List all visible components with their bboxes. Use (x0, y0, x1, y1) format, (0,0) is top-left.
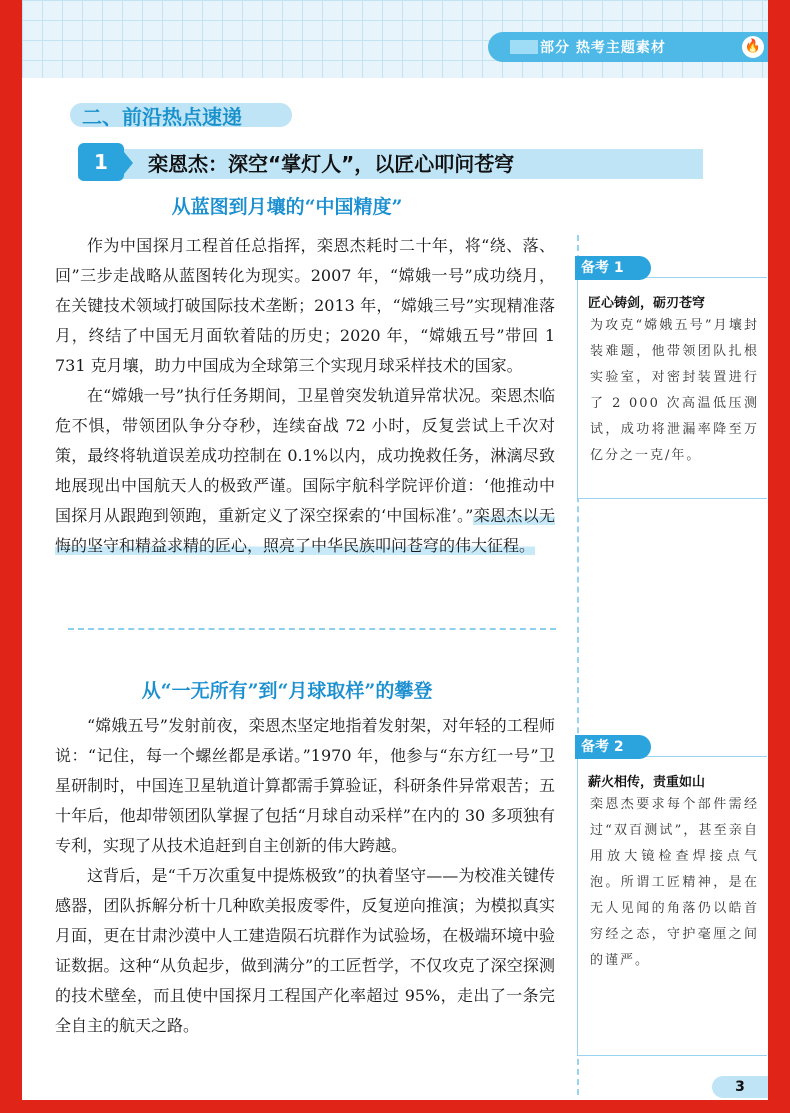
part1-body (55, 231, 555, 561)
part1-paragraph-2 (55, 381, 555, 561)
page-number: 3 (712, 1076, 768, 1098)
header-section-label: 部分 热考主题素材 (540, 40, 666, 56)
sidebar-note-2 (577, 756, 767, 1056)
section-title-text: 二、前沿热点速递 (82, 105, 242, 129)
part2-subtitle: 从“一无所有”到“月球取样”的攀登 (141, 680, 433, 702)
sidebar-note-2-body: 栾恩杰要求每个部件需经过“双百测试”，甚至亲自用放大镜检查焊接点气泡。所谓工匠精神，是在无人见闻的角落仍以皓首穷经之态，守护毫厘之间的谨严。 (590, 797, 759, 968)
topic-number-arrow (124, 152, 133, 174)
section-title (70, 103, 292, 127)
header-color-block (510, 40, 538, 54)
sidebar-note-1-tag: 备考 1 (575, 256, 651, 280)
part1-highlight: 栾恩杰以无悔的坚守和精益求精的匠心，照亮了中华民族叩问苍穹的伟大征程。 (55, 506, 555, 555)
part2-paragraph-2: 这背后，是“千万次重复中提炼极致”的执着坚守——为校准关键传感器，团队拆解分析十几种欧美报废零件，反复逆向推演；为模拟真实月面，更在甘肃沙漠中人工建造陨石坑群作为试验场，在极端环境中验证数据。这种“从负起步，做到满分”的工匠哲学，不仅攻克了深空探测的技术壁垒，而且使中国探月工程国产化率超过 95%，走出了一条完全自主的航天之路。 (55, 866, 555, 1035)
part2-body (55, 711, 555, 1041)
sidebar-note-2-tag: 备考 2 (575, 735, 651, 759)
part1-paragraph-2-text: 在“嫦娥一号”执行任务期间，卫星曾突发轨道异常状况。栾恩杰临危不惧，带领团队争分夺秒，连续奋战 72 小时，反复尝试上千次对策，最终将轨道误差成功控制在 0.1%以内，成功挽救任务，淋漓尽致地展现出中国航天人的极致严谨。国际宇航科学院评价道：‘他推动中国探月从跟跑到领跑，重新定义了深空探索的‘中国标准’。” (55, 386, 555, 525)
part1-paragraph-1: 作为中国探月工程首任总指挥，栾恩杰耗时二十年，将“绕、落、回”三步走战略从蓝图转化为现实。2007 年，“嫦娥一号”成功绕月，在关键技术领域打破国际技术垄断；2013 年，“嫦娥三号”实现精准落月，终结了中国无月面软着陆的历史；2020 年，“嫦娥五号”带回 1 731 克月壤，助力中国成为全球第三个实现月球采样技术的国家。 (55, 236, 555, 375)
section-divider (68, 628, 556, 630)
sidebar-note-1 (577, 277, 767, 499)
sidebar-note-1-body: 为攻克“嫦娥五号”月壤封装难题，他带领团队扎根实验室，对密封装置进行了 2 000 次高温低压测试，成功将泄漏率降至万亿分之一克/年。 (590, 318, 759, 463)
sidebar-note-2-heading: 薪火相传，责重如山 (588, 775, 706, 790)
sidebar-note-1-heading: 匠心铸剑，砺刃苍穹 (588, 296, 706, 311)
part2-paragraph-1: “嫦娥五号”发射前夜，栾恩杰坚定地指着发射架，对年轻的工程师说：“记住，每一个螺丝都是承诺。”1970 年，他参与“东方红一号”卫星研制时，中国连卫星轨道计算都需手算验证，科研条件异常艰苦；五十年后，他却带领团队掌握了包括“月球自动采样”在内的 30 多项独有专利，实现了从技术追赶到自主创新的伟大跨越。 (55, 716, 555, 855)
topic-title: 栾恩杰：深空“掌灯人”，以匠心叩问苍穹 (148, 152, 515, 176)
part1-subtitle: 从蓝图到月壤的“中国精度” (171, 196, 403, 218)
page (22, 0, 768, 1100)
flame-icon: 🔥 (742, 36, 764, 58)
header-section-tab (488, 32, 768, 62)
topic-number: 1 (78, 143, 124, 181)
